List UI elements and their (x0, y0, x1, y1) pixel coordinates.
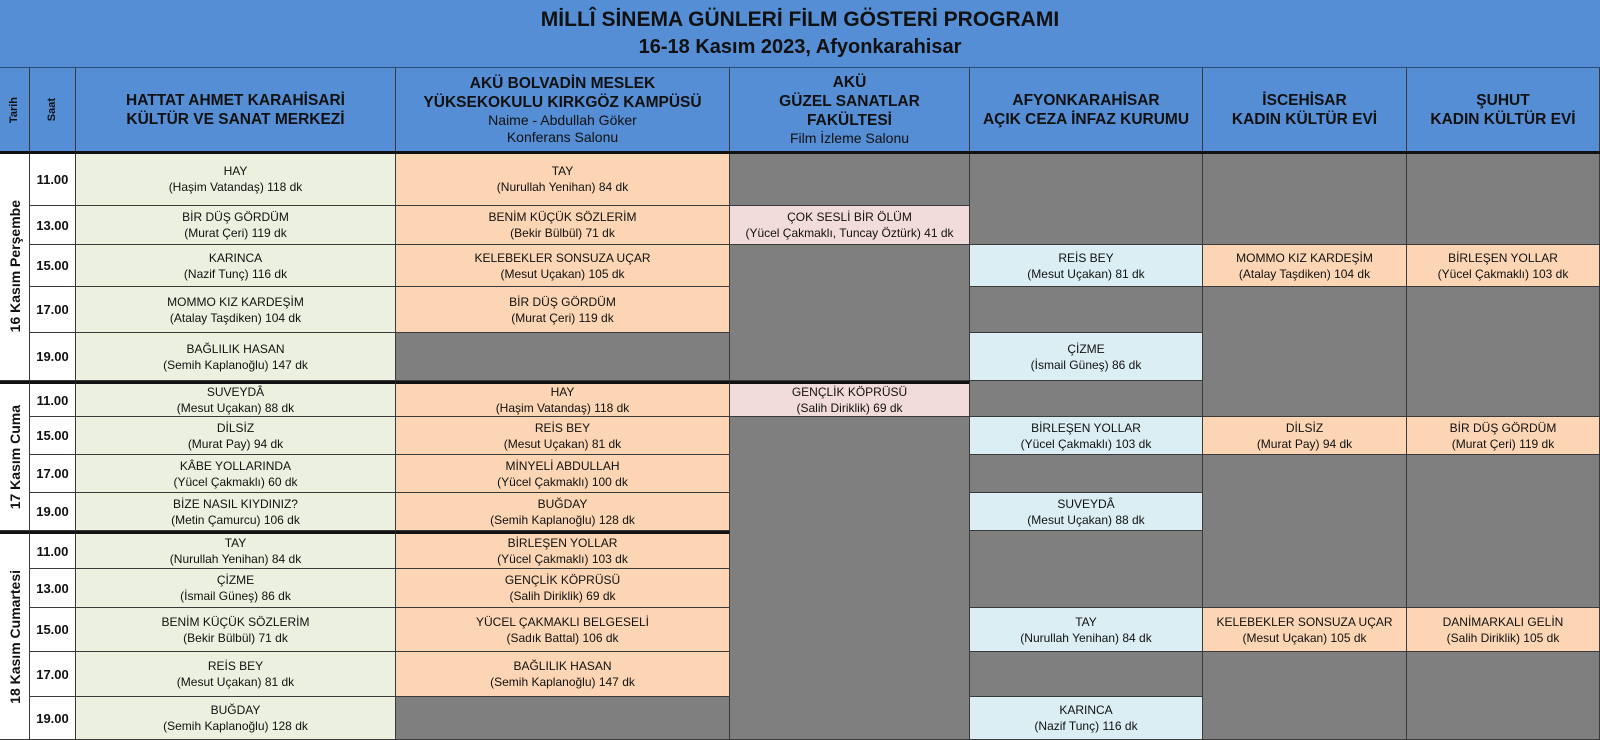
film-director-duration: (Sadık Battal) 106 dk (506, 630, 619, 645)
film-director-duration: (Mesut Uçakan) 81 dk (1027, 266, 1145, 281)
empty-slot (396, 333, 730, 381)
film-director-duration: (İsmail Güneş) 86 dk (180, 589, 291, 603)
time-slot-text: 15.00 (36, 622, 69, 637)
venue-name-line: AFYONKARAHİSAR (1012, 92, 1160, 109)
screening-cell (76, 245, 396, 287)
screening-cell (76, 287, 396, 333)
film-title: MOMMO KIZ KARDEŞİM (167, 294, 304, 309)
film-director-duration: (Yücel Çakmaklı) 103 dk (497, 552, 628, 566)
venue-hall-line: Film İzleme Salonu (789, 130, 910, 146)
screening-cell (76, 652, 396, 697)
screening-cell (76, 569, 396, 608)
time-slot (30, 455, 76, 493)
film-title: REİS BEY (534, 420, 591, 435)
film-title: DANİMARKALI GELİN (1442, 614, 1564, 629)
venue-header-1 (76, 68, 396, 153)
day-label (0, 531, 30, 740)
film-title: TAY (224, 536, 247, 550)
film-director-duration: (Mesut Uçakan) 105 dk (500, 266, 625, 281)
screening-cell (396, 455, 730, 493)
film-director-duration: (Nurullah Yenihan) 84 dk (1020, 630, 1152, 645)
empty-slot (1203, 287, 1407, 417)
film-director-duration: (Semih Kaplanoğlu) 147 dk (490, 675, 635, 689)
film-director-duration: (Yücel Çakmaklı) 103 dk (1020, 436, 1152, 451)
venue-name-line: KÜLTÜR VE SANAT MERKEZİ (126, 111, 345, 128)
screening-cell (730, 206, 970, 245)
screening-cell (396, 493, 730, 531)
film-title: ÇİZME (1067, 341, 1105, 356)
film-title: GENÇLİK KÖPRÜSÜ (504, 573, 621, 587)
screening-cell (396, 287, 730, 333)
time-slot (30, 608, 76, 652)
film-title: BİRLEŞEN YOLLAR (507, 536, 618, 550)
venue-header-6 (1407, 68, 1600, 153)
film-director-duration: (Yücel Çakmaklı) 60 dk (173, 474, 298, 489)
screening-cell (76, 608, 396, 652)
screening-cell (970, 417, 1203, 455)
film-director-duration: (Salih Diriklik) 69 dk (509, 589, 616, 603)
film-title: BENİM KÜÇÜK SÖZLERİM (488, 210, 637, 224)
film-title: GENÇLİK KÖPRÜSÜ (791, 385, 908, 399)
screening-cell (970, 493, 1203, 531)
venue-header-5 (1203, 68, 1407, 153)
empty-slot (970, 287, 1203, 333)
film-director-duration: (Metin Çamurcu) 106 dk (171, 512, 300, 527)
screening-cell (396, 153, 730, 206)
venue-name-line: AÇIK CEZA İNFAZ KURUMU (982, 111, 1190, 128)
venue-name-line: AKÜ (832, 74, 867, 91)
film-director-duration: (Murat Çeri) 119 dk (1451, 436, 1555, 451)
film-director-duration: (Semih Kaplanoğlu) 147 dk (163, 357, 308, 372)
screening-cell (396, 531, 730, 569)
screening-cell (1407, 417, 1600, 455)
film-title: BUĞDAY (537, 496, 588, 511)
empty-slot (1203, 455, 1407, 608)
film-title: DİLSİZ (1285, 420, 1324, 435)
time-slot (30, 206, 76, 245)
screening-cell (970, 697, 1203, 740)
screening-cell (76, 531, 396, 569)
film-title: ÇOK SESLİ BİR ÖLÜM (787, 210, 912, 224)
film-title: BİRLEŞEN YOLLAR (1448, 250, 1558, 265)
film-director-duration: (Semih Kaplanoğlu) 128 dk (163, 719, 308, 733)
film-director-duration: (Murat Çeri) 119 dk (184, 226, 287, 240)
empty-slot (970, 652, 1203, 697)
empty-slot (730, 153, 970, 206)
film-title: KÂBE YOLLARINDA (179, 458, 292, 473)
film-title: BENİM KÜÇÜK SÖZLERİM (161, 614, 310, 629)
screening-cell (76, 455, 396, 493)
empty-slot (730, 245, 970, 381)
venue-hall-line: Konferans Salonu (506, 129, 619, 145)
empty-slot (970, 455, 1203, 493)
venue-name-line: ŞUHUT (1476, 92, 1530, 109)
venue-header-4 (970, 68, 1203, 153)
time-slot (30, 287, 76, 333)
venue-name-line: YÜKSEKOKULU KIRKGÖZ KAMPÜSÜ (423, 94, 702, 111)
venue-name-line: KADIN KÜLTÜR EVİ (1231, 111, 1378, 128)
time-slot-text: 17.00 (36, 666, 69, 682)
film-title: BUĞDAY (210, 703, 261, 717)
film-director-duration: (Bekir Bülbül) 71 dk (183, 630, 288, 645)
film-title: KELEBEKLER SONSUZA UÇAR (474, 250, 651, 265)
empty-slot (730, 417, 970, 740)
venue-header-3 (730, 68, 970, 153)
time-slot-text: 13.00 (36, 580, 69, 596)
screening-cell (396, 417, 730, 455)
empty-slot (970, 153, 1203, 245)
venue-name-line: KADIN KÜLTÜR EVİ (1430, 111, 1576, 128)
film-director-duration: (Mesut Uçakan) 105 dk (1242, 630, 1367, 645)
venue-name-line: FAKÜLTESİ (807, 112, 892, 129)
film-title: HAY (550, 385, 575, 399)
screening-cell (1407, 245, 1600, 287)
film-title: BİRLEŞEN YOLLAR (1031, 420, 1141, 435)
time-slot (30, 569, 76, 608)
screening-cell (970, 245, 1203, 287)
time-slot-text: 11.00 (36, 543, 69, 559)
film-director-duration: (Mesut Uçakan) 88 dk (1027, 512, 1145, 527)
empty-slot (1407, 652, 1600, 740)
screening-cell (1407, 608, 1600, 652)
film-director-duration: (Bekir Bülbül) 71 dk (510, 226, 615, 240)
screening-cell (396, 206, 730, 245)
screening-cell (76, 417, 396, 455)
venue-name-line: HATTAT AHMET KARAHİSARİ (126, 92, 345, 109)
screening-cell (396, 245, 730, 287)
time-slot-text: 13.00 (36, 217, 69, 233)
film-director-duration: (Salih Diriklik) 105 dk (1446, 630, 1560, 645)
page-title: MİLLÎ SİNEMA GÜNLERİ FİLM GÖSTERİ PROGRAMI (540, 8, 1060, 31)
screening-cell (76, 697, 396, 740)
screening-cell (730, 381, 970, 417)
film-director-duration: (İsmail Güneş) 86 dk (1030, 357, 1142, 372)
film-title: SUVEYDÂ (1057, 496, 1115, 511)
empty-slot (970, 381, 1203, 417)
screening-cell (76, 153, 396, 206)
film-title: SUVEYDÂ (206, 385, 265, 399)
screening-cell (396, 608, 730, 652)
day-label-text: 17 Kasım Cuma (6, 404, 23, 510)
time-slot-text: 17.00 (36, 466, 69, 481)
film-director-duration: (Nurullah Yenihan) 84 dk (496, 180, 629, 194)
film-title: MOMMO KIZ KARDEŞİM (1236, 250, 1373, 265)
film-director-duration: (Yücel Çakmaklı) 103 dk (1437, 266, 1569, 281)
time-slot (30, 493, 76, 531)
film-director-duration: (Mesut Uçakan) 81 dk (176, 675, 295, 689)
film-director-duration: (Salih Diriklik) 69 dk (796, 401, 903, 415)
film-title: TAY (1075, 614, 1097, 629)
time-slot (30, 531, 76, 569)
header-rule (0, 151, 1600, 154)
day-label-text: 18 Kasım Cumartesi (6, 569, 23, 704)
film-director-duration: (Nurullah Yenihan) 84 dk (169, 552, 302, 566)
film-title: REİS BEY (1058, 250, 1114, 265)
screening-cell (396, 569, 730, 608)
time-slot-text: 19.00 (36, 504, 69, 519)
film-title: KARINCA (208, 250, 263, 265)
time-slot-text: 11.00 (36, 171, 69, 187)
film-title: BİZE NASIL KIYDINIZ? (173, 496, 298, 511)
screening-cell (1203, 245, 1407, 287)
screening-cell (76, 381, 396, 417)
header-date (0, 68, 30, 153)
film-director-duration: (Semih Kaplanoğlu) 128 dk (490, 512, 635, 527)
film-director-duration: (Nazif Tunç) 116 dk (1034, 719, 1138, 733)
time-slot-text: 15.00 (36, 428, 69, 443)
film-title: TAY (551, 164, 574, 178)
time-slot (30, 417, 76, 455)
film-director-duration: (Haşim Vatandaş) 118 dk (495, 401, 630, 415)
film-title: BİR DÜŞ GÖRDÜM (182, 210, 289, 224)
day-label (0, 381, 30, 531)
time-slot (30, 652, 76, 697)
venue-hall-line: Naime - Abdullah Göker (488, 112, 637, 128)
venue-name-line: AKÜ BOLVADİN MESLEK (469, 75, 656, 92)
time-slot (30, 333, 76, 381)
screening-cell (396, 381, 730, 417)
screening-cell (970, 608, 1203, 652)
film-title: DİLSİZ (216, 420, 255, 435)
time-slot (30, 381, 76, 417)
film-director-duration: (Nazif Tunç) 116 dk (183, 266, 288, 281)
empty-slot (1203, 153, 1407, 245)
venue-name-line: GÜZEL SANATLAR (779, 93, 920, 110)
film-title: MİNYELİ ABDULLAH (505, 458, 620, 473)
film-title: HAY (223, 164, 248, 178)
empty-slot (970, 531, 1203, 608)
film-director-duration: (Murat Pay) 94 dk (187, 436, 284, 451)
header-hour (30, 68, 76, 153)
venue-header-2 (396, 68, 730, 153)
header-hour-label: Saat (46, 98, 58, 122)
header-date-label: Tarih (8, 96, 20, 124)
screening-cell (76, 206, 396, 245)
film-director-duration: (Mesut Uçakan) 88 dk (176, 401, 295, 415)
film-director-duration: (Mesut Uçakan) 81 dk (503, 436, 622, 451)
venue-name-line: İSCEHİSAR (1262, 92, 1347, 109)
page-subtitle: 16-18 Kasım 2023, Afyonkarahisar (638, 36, 962, 58)
film-title: KELEBEKLER SONSUZA UÇAR (1216, 614, 1393, 629)
time-slot (30, 245, 76, 287)
time-slot-text: 19.00 (36, 710, 69, 726)
day-label (0, 153, 30, 381)
time-slot-text: 15.00 (36, 258, 69, 273)
empty-slot (1407, 153, 1600, 245)
film-director-duration: (Haşim Vatandaş) 118 dk (168, 180, 303, 194)
screening-cell (396, 652, 730, 697)
time-slot-text: 11.00 (36, 392, 69, 408)
film-title: ÇİZME (216, 573, 255, 587)
empty-slot (396, 697, 730, 740)
film-director-duration: (Murat Çeri) 119 dk (511, 310, 614, 325)
time-slot-text: 17.00 (36, 302, 69, 317)
screening-cell (76, 333, 396, 381)
film-director-duration: (Yücel Çakmaklı, Tuncay Öztürk) 41 dk (745, 226, 954, 240)
empty-slot (1407, 455, 1600, 608)
film-title: REİS BEY (207, 659, 264, 673)
film-title: KARINCA (1059, 703, 1113, 717)
empty-slot (1203, 652, 1407, 740)
film-title: YÜCEL ÇAKMAKLI BELGESELİ (476, 614, 649, 629)
film-director-duration: (Yücel Çakmaklı) 100 dk (497, 474, 628, 489)
film-title: BAĞLILIK HASAN (186, 341, 285, 356)
day-label-text: 16 Kasım Perşembe (6, 200, 23, 333)
time-slot (30, 697, 76, 740)
film-director-duration: (Atalay Taşdiken) 104 dk (169, 310, 302, 325)
screening-cell (1203, 417, 1407, 455)
empty-slot (1407, 287, 1600, 417)
time-slot (30, 153, 76, 206)
screening-cell (76, 493, 396, 531)
time-slot-text: 19.00 (36, 349, 69, 364)
film-title: BİR DÜŞ GÖRDÜM (509, 294, 616, 309)
film-title: BAĞLILIK HASAN (513, 659, 612, 673)
film-director-duration: (Atalay Taşdiken) 104 dk (1238, 266, 1371, 281)
film-title: BİR DÜŞ GÖRDÜM (1449, 420, 1557, 435)
screening-cell (1203, 608, 1407, 652)
screening-cell (970, 333, 1203, 381)
film-director-duration: (Murat Pay) 94 dk (1256, 436, 1353, 451)
